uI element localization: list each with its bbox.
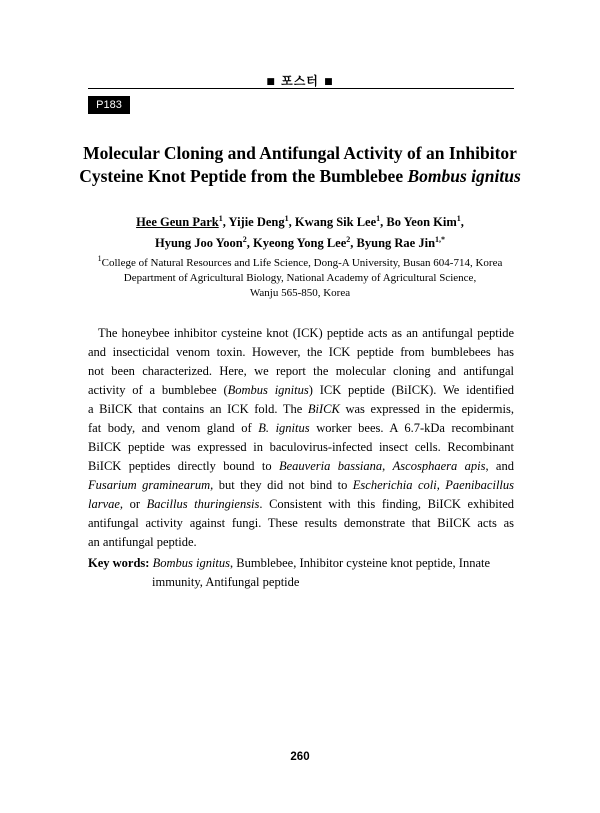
abstract-line: an antifungal peptide. (88, 535, 197, 549)
abstract-line: BiICK peptides directly bound to Beauveria bassiana, Ascosphaera apis, and (88, 459, 514, 473)
abstract-line: not been characterized. Here, we report the molecular cloning and antifungal (88, 364, 514, 378)
abstract (88, 324, 514, 552)
abstract-line: antifungal activity against fungi. These results demonstrate that BiICK acts as (88, 516, 514, 530)
square-bullet-icon: ■ (266, 77, 276, 87)
author-name: Bo Yeon Kim (386, 215, 457, 229)
poster-code-badge: P183 (88, 96, 130, 114)
affiliation-line-3: Wanju 565-850, Korea (249, 287, 351, 299)
abstract-line: larvae, or Bacillus thuringiensis. Consistent with this finding, BiICK exhibited (88, 497, 515, 511)
section-header (0, 72, 600, 89)
author-line-1: Hee Geun Park$^1$, Yijie Deng$^1$, Kwang Sik Lee$^1$, Bo Yeon Kim$^1$, (136, 214, 464, 229)
affiliations (60, 256, 540, 301)
section-label: 포스터 (281, 74, 319, 88)
title-line-1: Molecular Cloning and Antifungal Activity of an Inhibitor (83, 143, 517, 163)
keywords-label: Key words: (88, 556, 150, 570)
affiliation-line-2: Department of Agricultural Biology, National Academy of Agricultural Science, (123, 272, 477, 284)
abstract-line: activity of a bumblebee (Bombus ignitus) ICK peptide (BiICK). We identified (88, 383, 515, 397)
author-name: Hyung Joo Yoon (154, 236, 243, 250)
author-name: Hee Geun Park (136, 215, 219, 229)
title-line-2: Cysteine Knot Peptide from the Bumblebee Bombus ignitus (79, 166, 521, 186)
keywords (88, 554, 514, 592)
author-name: Kwang Sik Lee (294, 215, 377, 229)
page-number: 260 (290, 751, 310, 763)
author-name: Kyeong Yong Lee (252, 236, 347, 250)
header-divider (88, 88, 514, 89)
keywords-line-2: immunity, Antifungal peptide (152, 575, 300, 589)
author-name: Byung Rae Jin (356, 236, 436, 250)
title-species: Bombus ignitus (407, 166, 521, 186)
abstract-line: BiICK peptide was expressed in baculovirus-infected insect cells. Recombinant (88, 440, 514, 454)
keywords-line-1: Key words: Bombus ignitus, Bumblebee, Inhibitor cysteine knot peptide, Innate (88, 556, 491, 570)
author-name: Yijie Deng (228, 215, 285, 229)
abstract-line: a BiICK that contains an ICK fold. The BiICK was expressed in the epidermis, (88, 402, 514, 416)
author-list (60, 212, 540, 254)
author-line-2: Hyung Joo Yoon$^2$, Kyeong Yong Lee$^2$, Byung Rae Jin$^{1,*}$ (154, 235, 446, 250)
abstract-line: The honeybee inhibitor cysteine knot (ICK) peptide acts as an antifungal peptide (98, 326, 514, 340)
square-bullet-icon: ■ (324, 77, 334, 87)
abstract-line: and insecticidal venom toxin. However, the ICK peptide from bumblebees has (88, 345, 514, 359)
abstract-line: fat body, and venom gland of B. ignitus worker bees. A 6.7-kDa recombinant (88, 421, 514, 435)
paper-title (60, 142, 540, 188)
abstract-line: Fusarium graminearum, but they did not bind to Escherichia coli, Paenibacillus (88, 478, 515, 492)
affiliation-line-1: $^1$College of Natural Resources and Life Science, Dong-A University, Busan 604-714, Korea (97, 254, 503, 269)
